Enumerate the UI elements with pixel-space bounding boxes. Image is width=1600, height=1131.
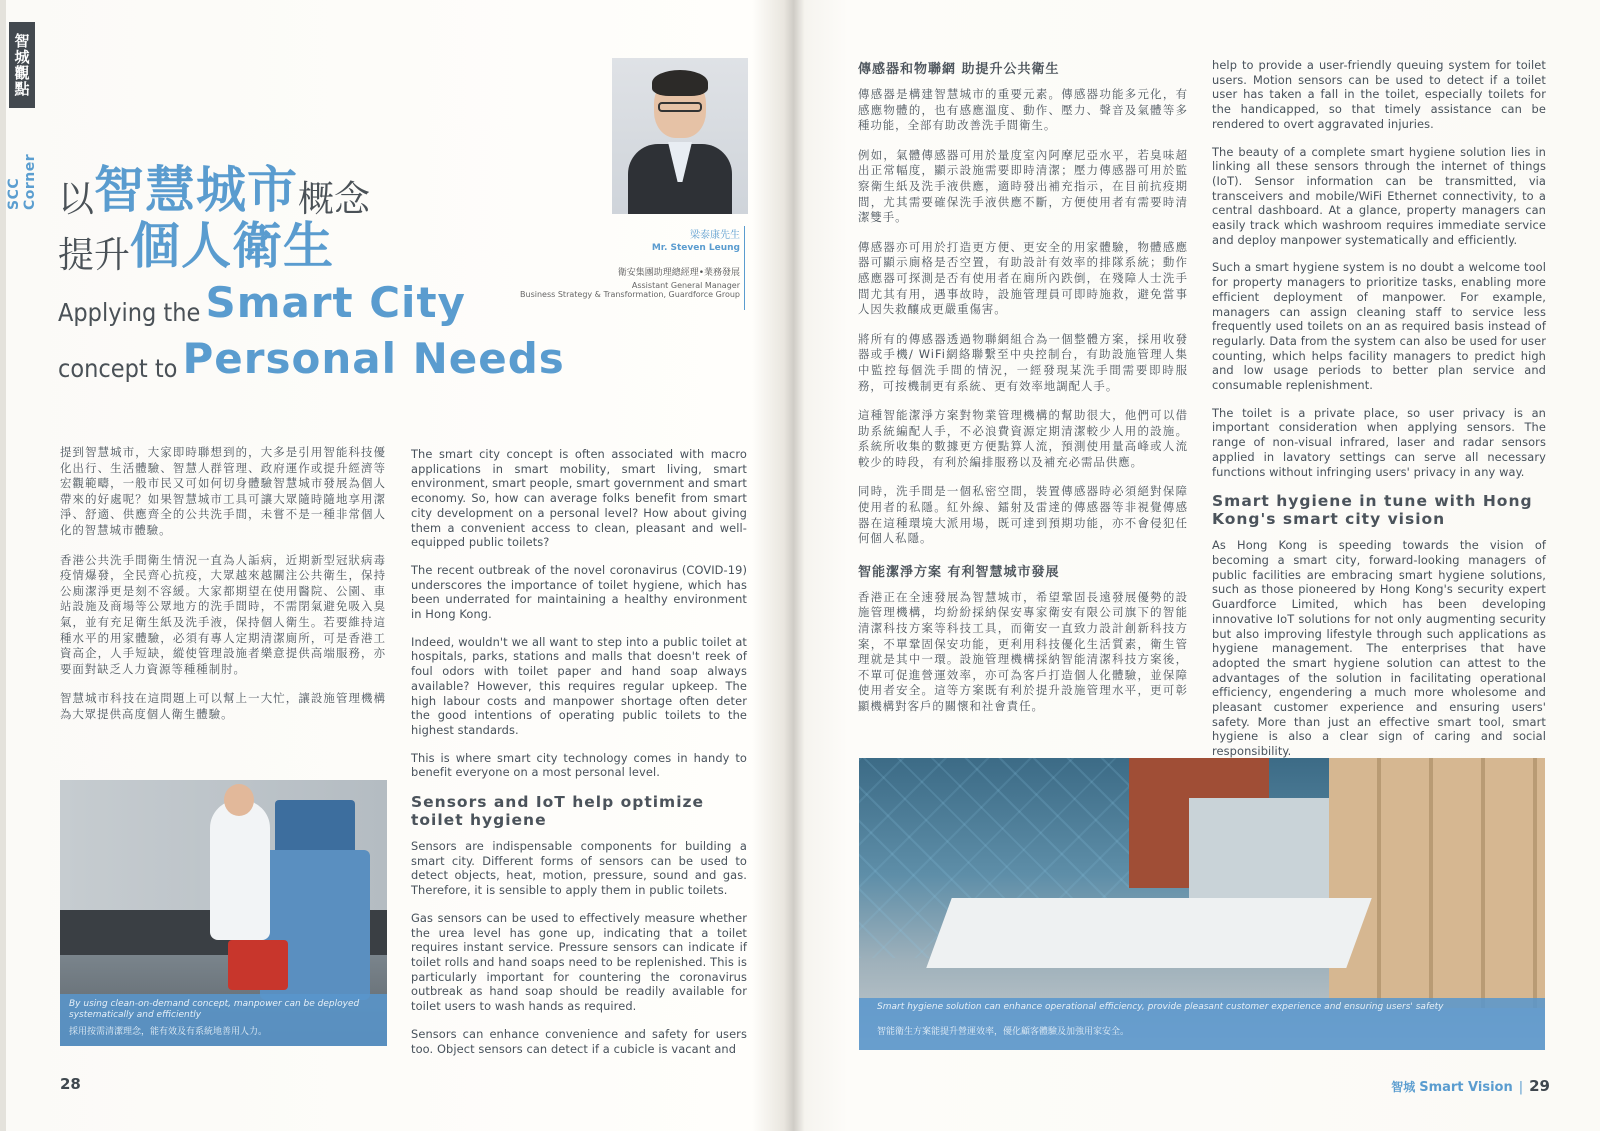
right-en-paragraph: The toilet is a private place, so user privacy is an important consideration when applying sensors. The range of non-visual infrared, laser and radar sensors applied in lavatory settings can serve all necessary functions without infringing users' privacy in any way. bbox=[1212, 405, 1546, 479]
section-corner-label: SCC Corner bbox=[6, 153, 38, 210]
author-role-en-1: Assistant General Manager bbox=[631, 281, 740, 290]
title-en-prefix-1: Applying the bbox=[58, 298, 201, 327]
title-cn-highlight-2: 個人衛生 bbox=[130, 217, 335, 275]
page-number-right: 29 bbox=[1529, 1077, 1550, 1095]
right-chinese-column bbox=[858, 56, 1188, 729]
author-role-cn: 衛安集團助理總經理•業務發展 bbox=[617, 268, 740, 278]
right-cn-subheading: 智能潔淨方案 有利智慧城市發展 bbox=[858, 564, 1060, 580]
left-en-subheading: Sensors and IoT help optimize toilet hygiene bbox=[411, 793, 705, 830]
left-en-paragraph: This is where smart city technology comes in handy to benefit everyone on a most personal level. bbox=[411, 750, 747, 780]
title-cn-prefix-2: 提升 bbox=[58, 235, 131, 276]
right-en-paragraph: As Hong Kong is speeding towards the vision of becoming a smart city, forward-looking managers of public facilities are embracing smart hygiene solutions, such as those pioneered by Hong Kong's security expert Guardforce Limited, which has been developing innovative IoT solutions for not only augmenting security but also improving lifestyle through such applications as hygiene management. The enterprises that have adopted the smart hygiene solution can attest to the advantages of the solution in facilitating operational efficiency, engendering a much more wholesome and pleasant customer experience and ensuring users' safety. More than just an effective smart tool, smart hygiene is also a clear sign of caring and social responsibility. bbox=[1212, 538, 1546, 759]
title-cn-suffix-1: 概念 bbox=[298, 179, 371, 220]
right-cn-paragraph: 傳感器是構建智慧城市的重要元素。傳感器功能多元化，有感應物體的，也有感應溫度、動作、壓力、聲音及氣體等多種功能，全部有助改善洗手間衛生。 bbox=[858, 87, 1188, 133]
right-en-paragraph: help to provide a user-friendly queuing system for toilet users. Motion sensors can be used to detect if a toilet user has taken a fall in the toilet, especially toilets for the handicapped, so that timely assistance can be rendered to overt aggravated injuries. bbox=[1212, 58, 1546, 131]
left-english-column bbox=[411, 447, 747, 1069]
footer-brand bbox=[1370, 1076, 1550, 1095]
left-en-paragraph: The recent outbreak of the novel coronavirus (COVID-19) underscores the importance of toilet hygiene, which has been underrated for maintaining a healthy environment in Hong Kong. bbox=[411, 562, 747, 622]
right-en-paragraph: Such a smart hygiene system is no doubt a welcome tool for property managers to prioritize tasks, enabling more efficient deployment of manpower. For example, managers can assign cleaning staff to service less frequently used toilets on an as required basis instead of regularly. Data from the system can also be used for user counting, which helps facility managers to predict high and low usage periods to better plan service and consumable replenishment. bbox=[1212, 260, 1546, 393]
author-credit bbox=[520, 226, 740, 299]
author-name-en: Mr. Steven Leung bbox=[651, 243, 740, 253]
author-role-en-2: Business Strategy & Transformation, Guardforce Group bbox=[520, 290, 740, 299]
title-chinese bbox=[58, 150, 518, 276]
right-cn-paragraph: 傳感器亦可用於打造更方便、更安全的用家體驗，物體感應器可顯示廁格是否空置，有助設計有效率的排隊系統；動作感應器可探測是否有使用者在廁所內跌倒，在殘障人士洗手間尤其有用，遇事故時，設施管理員可即時施救，避免當事人因失救釀成更嚴重傷害。 bbox=[858, 239, 1188, 317]
title-english bbox=[58, 278, 565, 390]
title-en-prefix-2: concept to bbox=[58, 354, 178, 383]
left-cn-paragraph: 智慧城市科技在這問題上可以幫上一大忙，讓設施管理機構為大眾提供高度個人衛生體驗。 bbox=[60, 691, 386, 721]
photo2-caption-cn: 智能衛生方案能提升營運效率，優化顧客體驗及加強用家安全。 bbox=[877, 1027, 1130, 1037]
left-chinese-column bbox=[60, 445, 386, 737]
right-cn-paragraph: 這種智能潔淨方案對物業管理機構的幫助很大，他們可以借助系統編配人手，不必浪費資源定期清潔較少人用的設施。系統所收集的數據更方便點算人流，預測使用量高峰或人流較少的時段，有利於編排服務以及補充必需品供應。 bbox=[858, 408, 1188, 469]
right-english-column bbox=[1212, 58, 1546, 772]
brand-name-en: Smart Vision bbox=[1419, 1080, 1513, 1095]
title-en-highlight-2: Personal Needs bbox=[182, 334, 565, 383]
left-en-paragraph: Sensors can enhance convenience and safety for users too. Object sensors can detect if a cubicle is vacant and bbox=[411, 1026, 747, 1056]
author-name-cn: 梁泰康先生 bbox=[690, 230, 740, 241]
title-cn-prefix-1: 以 bbox=[58, 179, 95, 220]
right-en-subheading: Smart hygiene in tune with Hong Kong's smart city vision bbox=[1212, 492, 1533, 529]
right-cn-paragraph: 例如，氣體傳感器可用於量度室內阿摩尼亞水平，若臭味超出正常幅度，顯示設施需要即時清潔；壓力傳感器可用於監察衛生紙及洗手液供應，適時發出補充指示，在目前抗疫期間，尤其需要確保洗手液供應不斷，方便使用者有需要時清潔雙手。 bbox=[858, 147, 1188, 225]
left-en-paragraph: Sensors are indispensable components for building a smart city. Different forms of sensors can be used to detect objects, heat, motion, pressure, sound and gas. Therefore, it is sensible to apply them in public toilets. bbox=[411, 839, 747, 898]
photo2-caption-en: Smart hygiene solution can enhance operational efficiency, provide pleasant customer experience and ensuring users' safety bbox=[877, 1002, 1444, 1012]
left-cn-paragraph: 香港公共洗手間衛生情況一直為人詬病，近期新型冠狀病毒疫情爆發，全民齊心抗疫，大眾越來越關注公共衛生，保持公廁潔淨更是刻不容緩。大家都期望在使用醫院、公園、車站設施及商場等公眾地方的洗手間時，不需閉氣避免吸入臭氣，並有充足衛生紙及洗手液，保持個人衛生。若要維持這種水平的用家體驗，必須有專人定期清潔廁所，可是香港工資高企，人手短缺，縱使管理設施者樂意提供高端服務，亦要面對缺乏人力資源等種種制肘。 bbox=[60, 552, 386, 676]
right-cn-paragraph: 將所有的傳感器透過物聯網組合為一個整體方案，採用收發器或手機/ WiFi網絡聯繫至中央控制台，有助設施管理人集中監控每個洗手間的情況，一經發現某洗手間需要即時服務，可按機制更有系統、更有效率地調配人手。 bbox=[858, 331, 1188, 393]
author-portrait bbox=[612, 58, 748, 214]
smart-washroom-photo bbox=[859, 758, 1545, 1050]
left-en-paragraph: Indeed, wouldn't we all want to step into a public toilet at hospitals, parks, stations and malls that doesn't reek of foul odors with toilet paper and hand soap always available? However, this requires regular upkeep. The high labour costs and manpower shortage often deter the good intentions of operating public toilets to the highest standards. bbox=[411, 634, 747, 737]
left-en-paragraph: The smart city concept is often associated with macro applications in smart mobility, smart living, smart environment, smart people, smart government and smart economy. So, how can average folks benefit from smart city development on a personal level? How about giving them a convenient access to clean, pleasant and well-equipped public toilets? bbox=[411, 447, 747, 550]
photo1-caption-cn: 採用按需清潔理念，能有效及有系統地善用人力。 bbox=[69, 1027, 268, 1037]
page-number-left: 28 bbox=[60, 1075, 81, 1093]
right-en-paragraph: The beauty of a complete smart hygiene solution lies in linking all these sensors through the internet of things (IoT). Sensor information can be transmitted, via transceivers and mobile/WiFi Ethernet connectivity, to a central dashboard. At a glance, property managers can easily track which washroom requires immediate service and deploy manpower systematically and efficiently. bbox=[1212, 144, 1546, 247]
author-rule bbox=[744, 226, 745, 310]
left-cn-paragraph: 提到智慧城市，大家即時聯想到的，大多是引用智能科技優化出行、生活體驗、智慧人群管理、政府運作或提升經濟等宏觀範疇，一般市民又可如何切身體驗智慧城市發展為個人帶來的好處呢？如果智慧城市工具可讓大眾隨時隨地享用潔淨、舒適、供應齊全的公共洗手間，未嘗不是一種非常個人化的智慧城市體驗。 bbox=[60, 445, 386, 537]
title-cn-highlight-1: 智慧城市 bbox=[94, 161, 299, 219]
right-cn-paragraph: 香港正在全速發展為智慧城市，希望鞏固長遠發展優勢的設施管理機構，均紛紛採納保安專家衛安有限公司旗下的智能清潔科技方案等科技工具，而衛安一直致力設計創新科技方案，不單鞏固保安功能，更利用科技優化生活質素，衛生管理就是其中一環。設施管理機構採納智能清潔科技方案後，不單可促進營運效率，亦可為客戶打造個人化體驗，並保障使用者安全。這等方案既有利於提升設施管理水平，更可彰顯機構對客戶的關懷和社會責任。 bbox=[858, 589, 1188, 713]
photo1-caption-en: By using clean-on-demand concept, manpower can be deployed systematically and efficiently bbox=[69, 999, 360, 1020]
right-cn-paragraph: 同時，洗手間是一個私密空間，裝置傳感器時必須絕對保障使用者的私隱。紅外線、鐳射及雷達的傳感器等非視覺傳感器在這種環境大派用場，既可達到預期功能，亦不會侵犯任何個人私隱。 bbox=[858, 484, 1188, 546]
title-en-highlight-1: Smart City bbox=[205, 278, 466, 327]
cleaning-staff-photo bbox=[60, 780, 387, 1046]
section-tag: 智城觀點 bbox=[9, 22, 35, 108]
footer-separator: | bbox=[1518, 1080, 1524, 1095]
left-en-paragraph: Gas sensors can be used to effectively measure whether the urea level has gone up, indicating that a toilet requires instant service. Pressure sensors can indicate if toilet rolls and hand soaps need to be replenished. This is particularly important for countering the coronavirus outbreak as hand soap should be readily available for toilet users to wash hands as required. bbox=[411, 910, 747, 1014]
right-cn-subheading: 傳感器和物聯網 助提升公共衛生 bbox=[858, 62, 1060, 77]
brand-name-cn: 智城 bbox=[1391, 1080, 1416, 1094]
